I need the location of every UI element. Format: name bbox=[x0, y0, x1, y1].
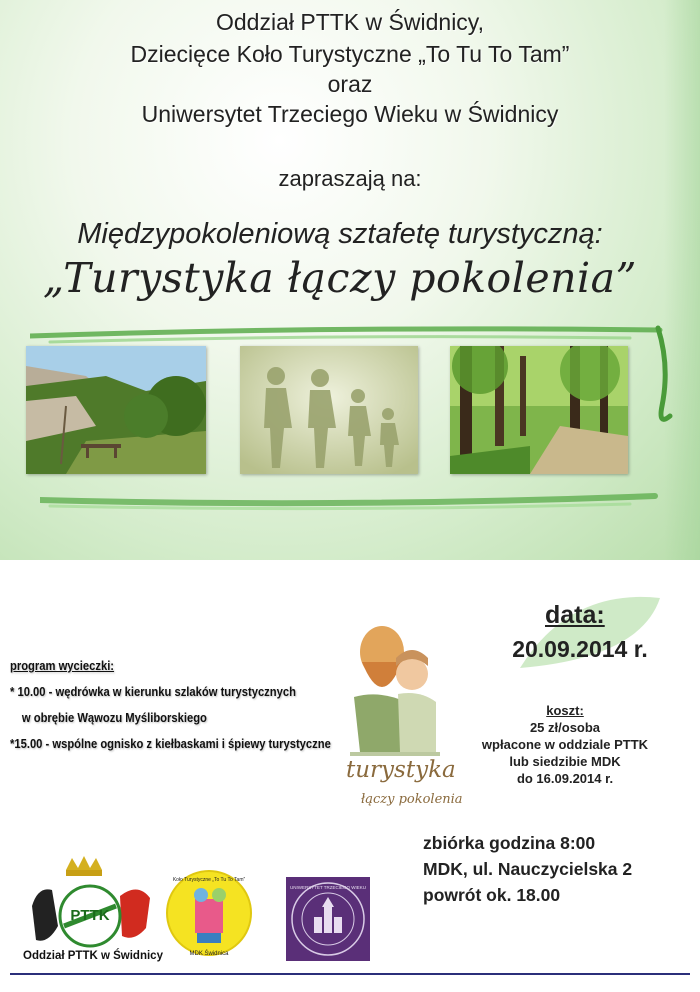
organizer-line-2: Dziecięce Koło Turystyczne „To Tu To Tam” bbox=[130, 41, 570, 67]
cost-line-3: lub siedzibie MDK bbox=[509, 754, 621, 769]
cost-info bbox=[460, 702, 670, 787]
meeting-line-3: powrót ok. 18.00 bbox=[423, 885, 561, 905]
kolo-bottom-text: MDK Świdnica bbox=[189, 951, 229, 957]
footer-divider bbox=[10, 973, 690, 975]
event-subtitle: Międzypokoleniową sztafetę turystyczną: bbox=[77, 218, 603, 250]
pttk-badge-text: PTTK bbox=[70, 907, 110, 924]
utw-logo bbox=[286, 877, 370, 961]
organizer-line-3: oraz bbox=[327, 71, 373, 97]
event-title: „Turystyka łączy pokolenia” bbox=[42, 254, 638, 302]
pttk-logo bbox=[28, 856, 156, 956]
pttk-caption: Oddział PTTK w Świdnicy bbox=[23, 950, 163, 962]
illustration-family-hikers bbox=[240, 346, 418, 474]
date-value: 20.09.2014 r. bbox=[512, 636, 648, 662]
mascot-word-2: łączy pokolenia bbox=[361, 792, 463, 807]
cost-label: koszt: bbox=[546, 703, 584, 718]
photo-forest-path bbox=[450, 346, 628, 474]
date-label: data: bbox=[545, 601, 605, 629]
program-item-1-cont: w obrębie Wąwozu Myśliborskiego bbox=[21, 710, 207, 725]
meeting-info bbox=[423, 830, 632, 908]
mascot-word-1: turystyka bbox=[346, 757, 456, 783]
cost-line-1: 25 zł/osoba bbox=[529, 720, 601, 735]
kolo-turystyczne-logo bbox=[165, 865, 253, 963]
organizer-line-1: Oddział PTTK w Świdnicy, bbox=[216, 9, 484, 35]
utw-ring-text: UNIWERSYTET TRZECIEGO WIEKU bbox=[289, 885, 367, 890]
trip-program bbox=[10, 656, 331, 760]
meeting-line-2: MDK, ul. Nauczycielska 2 bbox=[423, 859, 633, 879]
program-heading: program wycieczki: bbox=[10, 658, 115, 673]
cost-line-4: do 16.09.2014 r. bbox=[516, 771, 614, 786]
invite-text: zapraszają na: bbox=[278, 166, 422, 191]
program-item-2: *15.00 - wspólne ognisko z kiełbaskami i śpiewy turystyczne bbox=[10, 736, 331, 751]
meeting-line-1: zbiórka godzina 8:00 bbox=[423, 833, 596, 853]
kolo-ring-text: Koło Turystyczne „To Tu To Tam” bbox=[172, 877, 246, 883]
program-item-1: * 10.00 - wędrówka w kierunku szlaków turystycznych bbox=[10, 684, 296, 699]
organizer-line-4: Uniwersytet Trzeciego Wieku w Świdnicy bbox=[141, 101, 559, 127]
cost-line-2: wpłacone w oddziale PTTK bbox=[481, 737, 649, 752]
photo-quarry bbox=[26, 346, 206, 474]
green-brush-stroke-bottom bbox=[40, 486, 660, 526]
